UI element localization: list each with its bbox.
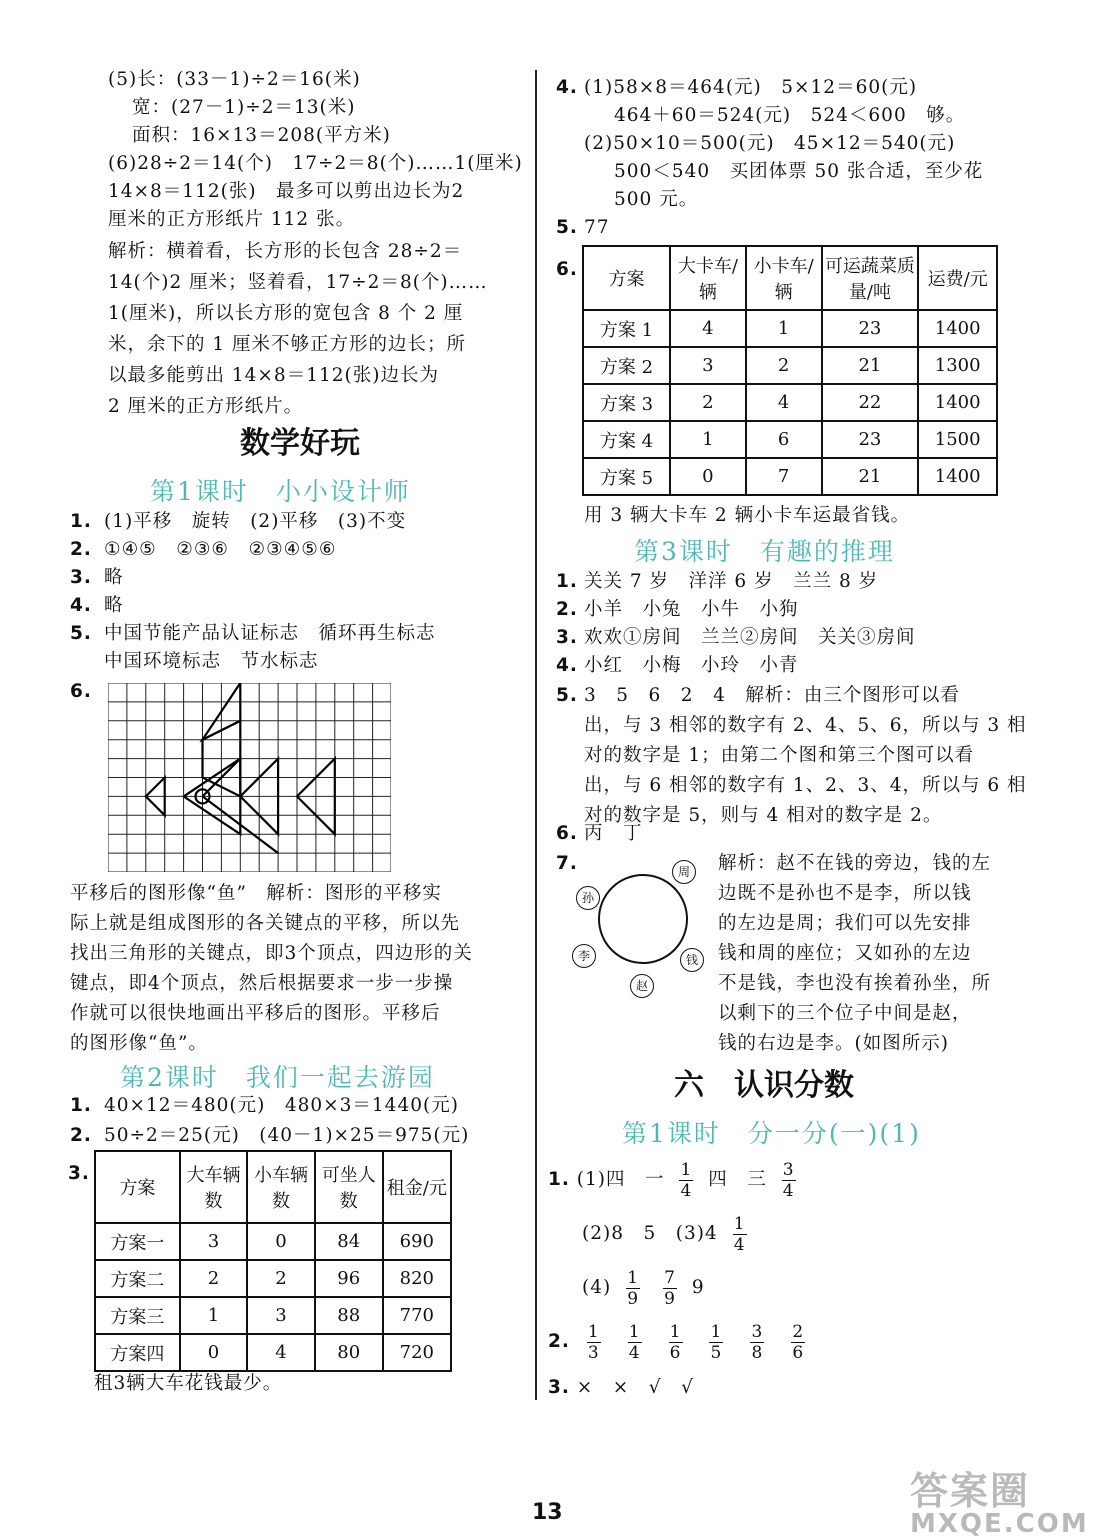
table-cell: 2 bbox=[670, 384, 746, 421]
table-row bbox=[95, 1223, 451, 1260]
question-number: 5. bbox=[556, 217, 578, 238]
answer-line: 租3辆大车花钱最少。 bbox=[94, 1373, 283, 1394]
answer-text: (2)8 5 (3)4 bbox=[582, 1223, 718, 1244]
seat-li: 李 bbox=[572, 944, 596, 968]
answer-line: 欢欢①房间 兰兰②房间 关关③房间 bbox=[584, 627, 916, 648]
fraction bbox=[782, 1161, 796, 1200]
table-row bbox=[95, 1334, 451, 1371]
seating-diagram bbox=[576, 860, 710, 1000]
table-cell: 22 bbox=[822, 384, 919, 421]
table-cell: 3 bbox=[670, 347, 746, 384]
answer-line: 用 3 辆大卡车 2 辆小卡车运最省钱。 bbox=[584, 505, 911, 526]
fraction bbox=[587, 1323, 601, 1362]
question-number: 6. bbox=[556, 259, 578, 280]
answer-line: 50÷2＝25(元) (40－1)×25＝975(元) bbox=[104, 1125, 470, 1146]
table-cell: 1 bbox=[670, 421, 746, 458]
question-number: 4. bbox=[556, 77, 578, 98]
table-row bbox=[583, 347, 997, 384]
seat-qian: 钱 bbox=[680, 948, 704, 972]
question-number: 3. bbox=[68, 1163, 90, 1184]
fraction-answer-q2: 2. $\frac{1}{3}$ $\frac{1}{4}$ $\frac{1}{6}$ $\frac{1}{5}$ $\frac{3}{8}$ $\frac{2}{6}$ bbox=[548, 1321, 805, 1363]
numerator: 2 bbox=[792, 1321, 805, 1342]
answer-line: 出，与 6 相邻的数字有 1、2、3、4，所以与 6 相 bbox=[584, 775, 1027, 796]
table-cell: 方案三 bbox=[95, 1297, 180, 1334]
answer-line: 3. × × √ √ bbox=[548, 1377, 694, 1398]
answer-line: 中国环境标志 节水标志 bbox=[104, 651, 319, 672]
answer-line: 3 5 6 2 4 解析：由三个图形可以看 bbox=[584, 685, 960, 706]
fraction-answer-3 bbox=[582, 1268, 705, 1308]
analysis-line: 际上就是组成图形的各关键点的平移，所以先 bbox=[70, 913, 461, 934]
answer-line: 出，与 3 相邻的数字有 2、4、5、6，所以与 3 相 bbox=[584, 715, 1027, 736]
analysis-line: 的左边是周；我们可以先安排 bbox=[718, 913, 972, 934]
analysis-line: 1(厘米)，所以长方形的宽包含 8 个 2 厘 bbox=[108, 303, 464, 324]
question-number: 5. bbox=[556, 685, 578, 706]
table-cell: 方案一 bbox=[95, 1223, 180, 1260]
fraction bbox=[669, 1323, 683, 1362]
answer-line: 40×12＝480(元) 480×3＝1440(元) bbox=[104, 1095, 459, 1116]
table-cell: 7 bbox=[746, 458, 822, 495]
denominator: 3 bbox=[587, 1342, 600, 1363]
text-line: (5)长：(33－1)÷2＝16(米) bbox=[108, 69, 361, 90]
table-header: 方案 bbox=[95, 1151, 180, 1223]
question-number: 4. bbox=[556, 655, 578, 676]
question-number: 7. bbox=[556, 853, 578, 874]
round-table bbox=[598, 874, 688, 964]
numerator: 1 bbox=[587, 1321, 600, 1342]
table-cell: 84 bbox=[315, 1223, 383, 1260]
table-header: 运费/元 bbox=[918, 246, 997, 310]
table-cell: 1400 bbox=[918, 458, 997, 495]
table-cell: 21 bbox=[822, 458, 919, 495]
analysis-line: 以最多能剪出 14×8＝112(张)边长为 bbox=[108, 365, 439, 386]
question-number: 6. bbox=[556, 823, 578, 844]
denominator: 6 bbox=[669, 1342, 682, 1363]
denominator: 9 bbox=[664, 1288, 676, 1309]
numerator: 1 bbox=[628, 1321, 641, 1342]
column-divider bbox=[535, 70, 537, 1400]
answer-text: (1)四 一 bbox=[576, 1169, 665, 1190]
denominator: 8 bbox=[751, 1342, 764, 1363]
answer-line: 对的数字是 5，则与 4 相对的数字是 2。 bbox=[584, 805, 943, 826]
answer-line: ①④⑤ ②③⑥ ②③④⑤⑥ bbox=[104, 539, 337, 560]
answer-line: 500＜540 买团体票 50 张合适，至少花 bbox=[614, 161, 984, 182]
watermark bbox=[910, 1460, 1089, 1539]
question-number: 4. bbox=[70, 595, 92, 616]
table-header: 租金/元 bbox=[383, 1151, 451, 1223]
answer-text: × × √ √ bbox=[576, 1377, 694, 1398]
table-cell: 96 bbox=[315, 1260, 383, 1297]
numerator: 1 bbox=[669, 1321, 682, 1342]
analysis-line: 作就可以很快地画出平移后的图形。平移后 bbox=[70, 1003, 441, 1024]
answer-line: (1)58×8＝464(元) 5×12＝60(元) bbox=[584, 77, 918, 98]
table-row bbox=[583, 310, 997, 347]
watermark-logo: 答案圈 bbox=[910, 1469, 1031, 1513]
table-cell: 方案四 bbox=[95, 1334, 180, 1371]
answer-text: (4) bbox=[582, 1277, 612, 1298]
answer-line: 中国节能产品认证标志 循环再生标志 bbox=[104, 623, 436, 644]
question-number: 1. bbox=[70, 1095, 92, 1116]
denominator: 5 bbox=[710, 1342, 723, 1363]
table-cell: 690 bbox=[383, 1223, 451, 1260]
denominator: 6 bbox=[792, 1342, 805, 1363]
question-number: 5. bbox=[70, 623, 92, 644]
seat-zhao: 赵 bbox=[630, 974, 654, 998]
table-cell: 0 bbox=[247, 1223, 315, 1260]
table-cell: 1400 bbox=[918, 310, 997, 347]
analysis-line: 边既不是孙也不是李，所以钱 bbox=[718, 883, 972, 904]
table-row bbox=[95, 1297, 451, 1334]
table-cell: 88 bbox=[315, 1297, 383, 1334]
question-number: 3. bbox=[556, 627, 578, 648]
numerator: 1 bbox=[627, 1267, 640, 1288]
table-row bbox=[95, 1260, 451, 1297]
seat-zhou: 周 bbox=[672, 860, 696, 884]
table-cell: 4 bbox=[247, 1334, 315, 1371]
answer-line: 丙 丁 bbox=[584, 823, 643, 844]
text-line: (6)28÷2＝14(个) 17÷2＝8(个)……1(厘米) bbox=[108, 153, 523, 174]
table-cell: 2 bbox=[746, 347, 822, 384]
analysis-line: 钱和周的座位；又如孙的左边 bbox=[718, 943, 972, 964]
answer-line: 500 元。 bbox=[614, 189, 699, 210]
table-cell: 820 bbox=[383, 1260, 451, 1297]
answer-line: 关关 7 岁 洋洋 6 岁 兰兰 8 岁 bbox=[584, 571, 879, 592]
table-cell: 方案 3 bbox=[583, 384, 670, 421]
table-header: 大卡车/辆 bbox=[670, 246, 746, 310]
answer-line: 略 bbox=[104, 595, 124, 616]
lesson-heading: 第2课时 我们一起去游园 bbox=[120, 1063, 435, 1092]
text-line: 宽：(27－1)÷2＝13(米) bbox=[132, 97, 356, 118]
answer-line: 小红 小梅 小玲 小青 bbox=[584, 655, 799, 676]
table-header: 可坐人数 bbox=[315, 1151, 383, 1223]
fraction bbox=[626, 1269, 640, 1308]
analysis-line: 的图形像“鱼”。 bbox=[70, 1033, 208, 1054]
table-row bbox=[583, 384, 997, 421]
denominator: 4 bbox=[628, 1342, 641, 1363]
table-cell: 3 bbox=[180, 1223, 248, 1260]
question-number: 1. bbox=[70, 511, 92, 532]
section-title: 数学好玩 bbox=[240, 426, 360, 461]
analysis-line: 不是钱，李也没有挨着孙坐，所 bbox=[718, 973, 992, 994]
answer-line: 小羊 小兔 小牛 小狗 bbox=[584, 599, 799, 620]
table-cell: 0 bbox=[180, 1334, 248, 1371]
table-cell: 21 bbox=[822, 347, 919, 384]
analysis-line: 平移后的图形像“鱼” 解析：图形的平移实 bbox=[70, 883, 442, 904]
table-cell: 720 bbox=[383, 1334, 451, 1371]
analysis-line: 14(个)2 厘米；竖着看，17÷2＝8(个)…… bbox=[108, 272, 488, 293]
table-cell: 1 bbox=[180, 1297, 248, 1334]
question-number: 1. bbox=[556, 571, 578, 592]
table-cell: 方案 2 bbox=[583, 347, 670, 384]
table-cell: 1 bbox=[746, 310, 822, 347]
lesson-heading: 第3课时 有趣的推理 bbox=[634, 537, 895, 566]
seat-sun: 孙 bbox=[576, 886, 600, 910]
analysis-line: 解析：横着看，长方形的长包含 28÷2＝ bbox=[108, 241, 463, 262]
denominator: 4 bbox=[680, 1180, 693, 1201]
analysis-line: 以剩下的三个位子中间是赵， bbox=[718, 1003, 972, 1024]
question-number: 3. bbox=[70, 567, 92, 588]
table-cell: 方案二 bbox=[95, 1260, 180, 1297]
answer-text: 9 bbox=[691, 1277, 705, 1298]
answer-text: 四 三 bbox=[708, 1169, 767, 1190]
analysis-line: 键点，即4个顶点，然后根据要求一步一步操 bbox=[70, 973, 454, 994]
fraction bbox=[750, 1323, 764, 1362]
analysis-line: 找出三角形的关键点，即3个顶点，四边形的关 bbox=[70, 943, 473, 964]
fraction bbox=[733, 1215, 747, 1254]
page-number: 13 bbox=[532, 1500, 563, 1525]
answer-line: (1)平移 旋转 (2)平移 (3)不变 bbox=[104, 511, 407, 532]
fraction bbox=[628, 1323, 642, 1362]
table-row bbox=[583, 458, 997, 495]
question-number: 6. bbox=[70, 681, 92, 702]
answer-line: 464＋60＝524(元) 524＜600 够。 bbox=[614, 105, 966, 126]
answer-line: 对的数字是 1；由第二个图和第三个图可以看 bbox=[584, 745, 975, 766]
answer-line: 77 bbox=[584, 217, 610, 238]
numerator: 1 bbox=[733, 1213, 746, 1234]
denominator: 4 bbox=[782, 1180, 795, 1201]
fraction bbox=[663, 1269, 677, 1308]
fraction bbox=[709, 1323, 723, 1362]
table-cell: 2 bbox=[180, 1260, 248, 1297]
question-number: 2. bbox=[70, 539, 92, 560]
table-row bbox=[583, 421, 997, 458]
table-cell: 方案 5 bbox=[583, 458, 670, 495]
fraction bbox=[679, 1161, 693, 1200]
fraction-answer-1: 1. (1)四 一 $\frac{1}{4}$ 四 三 $\frac{3}{4}$ bbox=[548, 1159, 795, 1201]
numerator: 7 bbox=[664, 1267, 676, 1288]
table-cell: 23 bbox=[822, 421, 919, 458]
table-header: 方案 bbox=[583, 246, 670, 310]
fraction bbox=[791, 1323, 805, 1362]
table-cell: 4 bbox=[670, 310, 746, 347]
table-header: 小卡车/辆 bbox=[746, 246, 822, 310]
table-cell: 方案 1 bbox=[583, 310, 670, 347]
lesson-heading: 第1课时 分一分(一)(1) bbox=[622, 1119, 921, 1148]
denominator: 9 bbox=[627, 1288, 640, 1309]
table-cell: 23 bbox=[822, 310, 919, 347]
denominator: 4 bbox=[733, 1234, 746, 1255]
table-cell: 2 bbox=[247, 1260, 315, 1297]
table-header: 大车辆数 bbox=[180, 1151, 248, 1223]
table-cell: 4 bbox=[746, 384, 822, 421]
fraction-answer-2 bbox=[582, 1214, 755, 1254]
numerator: 3 bbox=[782, 1159, 795, 1180]
answer-line: 略 bbox=[104, 567, 124, 588]
table-cell: 770 bbox=[383, 1297, 451, 1334]
table-cell: 80 bbox=[315, 1334, 383, 1371]
text-line: 面积：16×13＝208(平方米) bbox=[132, 125, 391, 146]
question-number: 2. bbox=[70, 1125, 92, 1146]
table-cell: 方案 4 bbox=[583, 421, 670, 458]
watermark-site: MXQE.COM bbox=[910, 1509, 1089, 1539]
lesson-heading: 第1课时 小小设计师 bbox=[150, 477, 411, 506]
question-number: 2. bbox=[556, 599, 578, 620]
analysis-line: 解析：赵不在钱的旁边，钱的左 bbox=[718, 853, 992, 874]
table-cell: 1300 bbox=[918, 347, 997, 384]
table-header: 可运蔬菜质量/吨 bbox=[822, 246, 919, 310]
table-cell: 3 bbox=[247, 1297, 315, 1334]
text-line: 厘米的正方形纸片 112 张。 bbox=[108, 209, 356, 230]
answer-line: (2)50×10＝500(元) 45×12＝540(元) bbox=[584, 133, 956, 154]
numerator: 1 bbox=[680, 1159, 693, 1180]
table-cell: 1500 bbox=[918, 421, 997, 458]
bus-rental-table bbox=[94, 1150, 452, 1372]
analysis-line: 钱的右边是李。(如图所示) bbox=[718, 1033, 949, 1054]
table-cell: 6 bbox=[746, 421, 822, 458]
translation-grid-figure bbox=[108, 683, 391, 872]
chapter-title: 六 认识分数 bbox=[674, 1068, 854, 1103]
numerator: 1 bbox=[710, 1321, 723, 1342]
table-cell: 0 bbox=[670, 458, 746, 495]
table-header: 小车辆数 bbox=[247, 1151, 315, 1223]
numerator: 3 bbox=[751, 1321, 764, 1342]
truck-plan-table bbox=[582, 245, 998, 496]
text-line: 14×8＝112(张) 最多可以剪出边长为2 bbox=[108, 181, 465, 202]
analysis-line: 2 厘米的正方形纸片。 bbox=[108, 396, 304, 417]
analysis-line: 米，余下的 1 厘米不够正方形的边长；所 bbox=[108, 334, 467, 355]
table-cell: 1400 bbox=[918, 384, 997, 421]
